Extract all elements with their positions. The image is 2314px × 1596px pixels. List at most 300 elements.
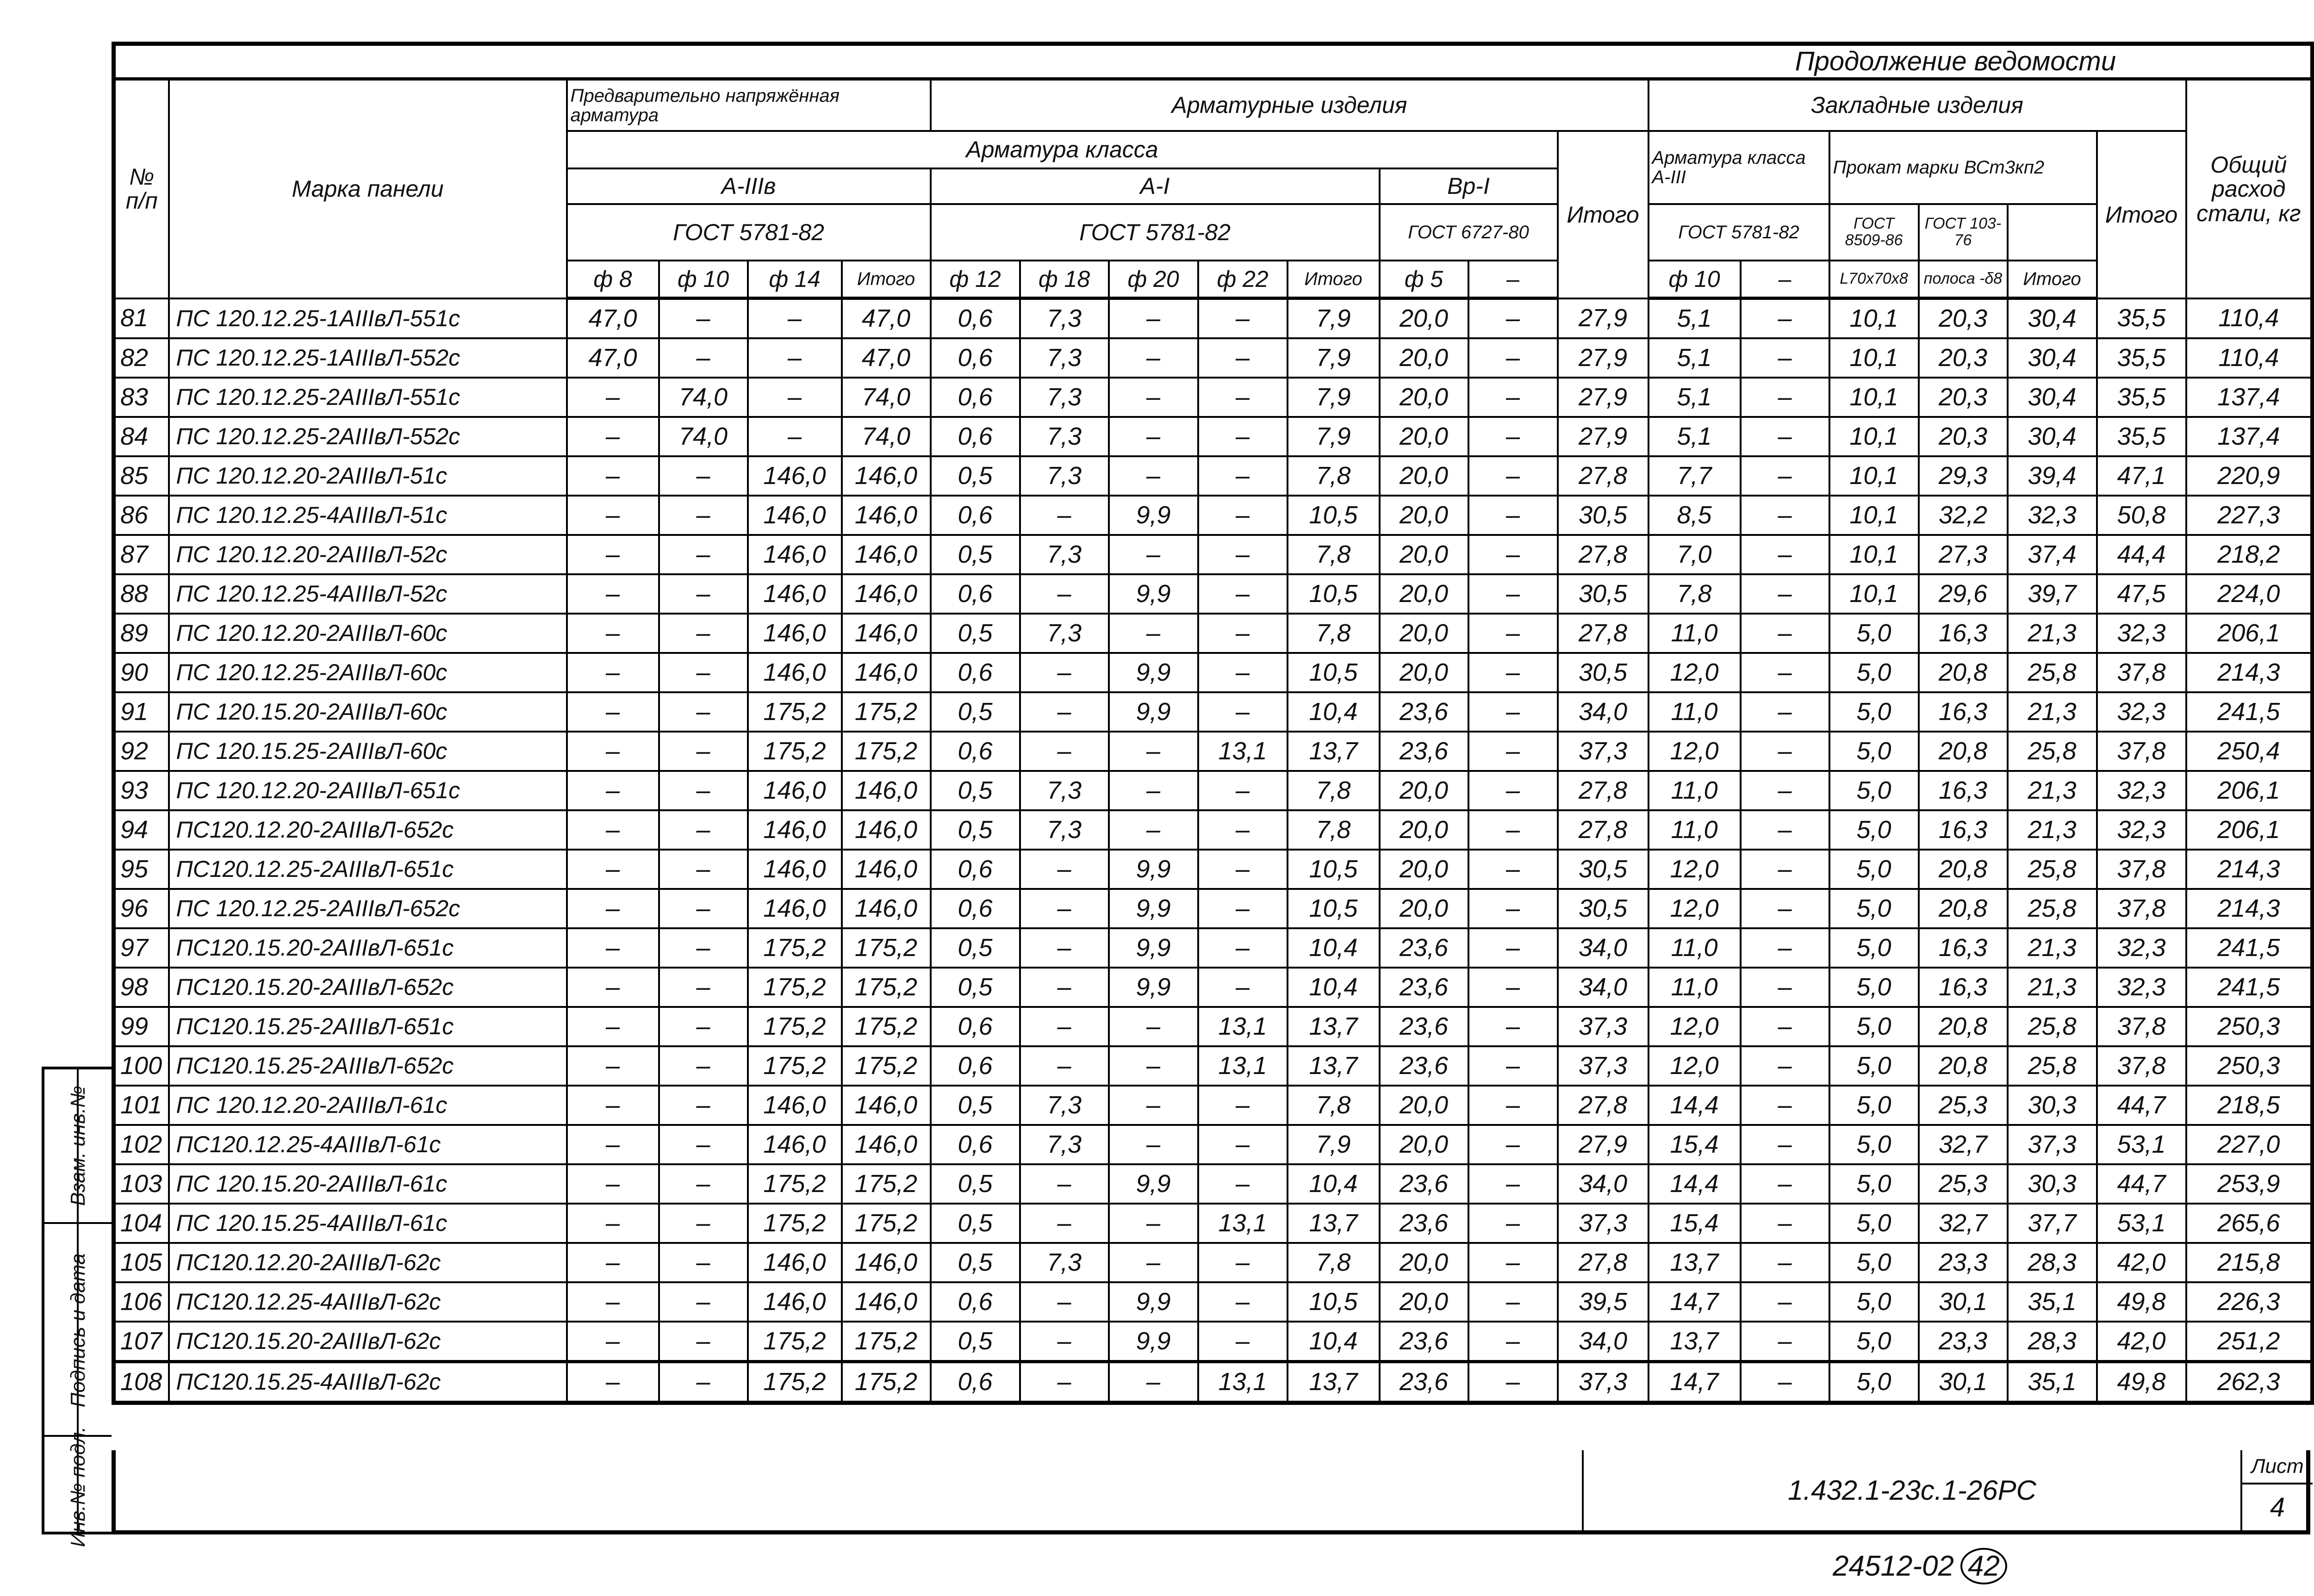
- value-cell: 13,7: [1648, 1243, 1741, 1282]
- value-cell: 220,9: [2186, 456, 2313, 496]
- panel-mark: ПС 120.12.25-4АIIIвЛ-52с: [169, 574, 567, 614]
- value-cell: 32,3: [2097, 928, 2186, 968]
- header-emb-rebar: Арматура класса А-III: [1648, 131, 1829, 204]
- value-cell: 7,3: [1020, 298, 1109, 339]
- value-cell: 34,0: [1558, 1322, 1648, 1362]
- value-cell: –: [567, 1282, 659, 1322]
- value-cell: –: [659, 968, 748, 1007]
- value-cell: 5,0: [1829, 1125, 1919, 1164]
- value-cell: 0,6: [931, 298, 1020, 339]
- row-number: 102: [114, 1125, 169, 1164]
- value-cell: –: [1109, 417, 1198, 456]
- header-gost-5781-c: ГОСТ 5781-82: [1648, 204, 1829, 261]
- subheader-cell: –: [1741, 261, 1829, 298]
- value-cell: 175,2: [842, 692, 931, 732]
- value-cell: –: [659, 574, 748, 614]
- value-cell: –: [567, 1046, 659, 1086]
- value-cell: 175,2: [748, 1204, 842, 1243]
- value-cell: 10,1: [1829, 574, 1919, 614]
- archive-circle-number: 42: [1960, 1548, 2007, 1584]
- value-cell: 49,8: [2097, 1282, 2186, 1322]
- value-cell: 14,4: [1648, 1164, 1741, 1204]
- value-cell: 5,1: [1648, 417, 1741, 456]
- value-cell: 5,0: [1829, 1204, 1919, 1243]
- value-cell: 13,1: [1198, 1204, 1288, 1243]
- value-cell: 20,8: [1919, 889, 2008, 928]
- value-cell: –: [1741, 692, 1829, 732]
- value-cell: 226,3: [2186, 1282, 2313, 1322]
- value-cell: 0,5: [931, 692, 1020, 732]
- value-cell: –: [567, 732, 659, 771]
- value-cell: 23,6: [1380, 968, 1468, 1007]
- value-cell: 262,3: [2186, 1362, 2313, 1403]
- panel-mark: ПС 120.12.20-2АIIIвЛ-60с: [169, 614, 567, 653]
- header-class-bp1: Вр-I: [1380, 168, 1558, 204]
- value-cell: 20,0: [1380, 1282, 1468, 1322]
- value-cell: 214,3: [2186, 850, 2313, 889]
- value-cell: 5,0: [1829, 850, 1919, 889]
- value-cell: –: [1198, 1282, 1288, 1322]
- value-cell: 30,5: [1558, 496, 1648, 535]
- value-cell: –: [1198, 338, 1288, 378]
- value-cell: 28,3: [2008, 1243, 2097, 1282]
- value-cell: –: [1741, 378, 1829, 417]
- value-cell: –: [659, 1322, 748, 1362]
- value-cell: 47,5: [2097, 574, 2186, 614]
- value-cell: 146,0: [842, 889, 931, 928]
- value-cell: 5,0: [1829, 1164, 1919, 1204]
- value-cell: 0,6: [931, 1282, 1020, 1322]
- value-cell: 7,3: [1020, 1243, 1109, 1282]
- value-cell: 175,2: [748, 1164, 842, 1204]
- value-cell: 42,0: [2097, 1322, 2186, 1362]
- value-cell: 5,0: [1829, 1086, 1919, 1125]
- value-cell: 32,3: [2008, 496, 2097, 535]
- value-cell: 30,5: [1558, 889, 1648, 928]
- value-cell: 0,6: [931, 496, 1020, 535]
- value-cell: –: [1109, 1362, 1198, 1403]
- panel-mark: ПС 120.12.25-2АIIIвЛ-60с: [169, 653, 567, 692]
- value-cell: 250,4: [2186, 732, 2313, 771]
- value-cell: 47,0: [842, 298, 931, 339]
- value-cell: –: [1198, 456, 1288, 496]
- value-cell: 9,9: [1109, 653, 1198, 692]
- value-cell: 146,0: [748, 456, 842, 496]
- value-cell: –: [567, 850, 659, 889]
- value-cell: –: [1468, 889, 1558, 928]
- value-cell: 12,0: [1648, 732, 1741, 771]
- value-cell: 146,0: [748, 1125, 842, 1164]
- value-cell: 0,5: [931, 1243, 1020, 1282]
- table-row: [114, 1125, 2313, 1164]
- value-cell: 10,5: [1288, 889, 1380, 928]
- value-cell: 25,8: [2008, 889, 2097, 928]
- table-row: [114, 771, 2313, 810]
- value-cell: 146,0: [748, 574, 842, 614]
- value-cell: 23,6: [1380, 1164, 1468, 1204]
- subheader-cell: полоса -δ8: [1919, 261, 2008, 298]
- value-cell: 20,3: [1919, 378, 2008, 417]
- value-cell: –: [1198, 417, 1288, 456]
- value-cell: 23,6: [1380, 1204, 1468, 1243]
- header-gost-6727: ГОСТ 6727-80: [1380, 204, 1558, 261]
- value-cell: –: [1198, 1086, 1288, 1125]
- value-cell: –: [1109, 614, 1198, 653]
- value-cell: 32,3: [2097, 771, 2186, 810]
- value-cell: 37,8: [2097, 1007, 2186, 1046]
- panel-mark: ПС 120.12.25-1АIIIвЛ-551с: [169, 298, 567, 339]
- document-code: 1.432.1-23с.1-26РС: [1787, 1475, 2036, 1506]
- panel-mark: ПС120.12.25-2АIIIвЛ-651с: [169, 850, 567, 889]
- value-cell: 0,6: [931, 1362, 1020, 1403]
- panel-mark: ПС120.15.20-2АIIIвЛ-652с: [169, 968, 567, 1007]
- value-cell: –: [1741, 417, 1829, 456]
- table-row: [114, 928, 2313, 968]
- value-cell: 37,8: [2097, 850, 2186, 889]
- value-cell: 10,5: [1288, 574, 1380, 614]
- archive-number: [1833, 1548, 2007, 1584]
- value-cell: 0,6: [931, 732, 1020, 771]
- value-cell: 0,5: [931, 456, 1020, 496]
- table-row: [114, 1322, 2313, 1362]
- value-cell: –: [1468, 338, 1558, 378]
- header-gost-103: ГОСТ 103-76: [1919, 204, 2008, 261]
- value-cell: –: [1468, 378, 1558, 417]
- value-cell: 30,1: [1919, 1282, 2008, 1322]
- value-cell: –: [1468, 810, 1558, 850]
- value-cell: –: [1020, 732, 1109, 771]
- value-cell: 5,0: [1829, 968, 1919, 1007]
- subheader-cell: Итого: [2008, 261, 2097, 298]
- header-emb-rolled: Прокат марки ВСт3кп2: [1829, 131, 2097, 204]
- value-cell: 20,8: [1919, 732, 2008, 771]
- value-cell: 20,0: [1380, 810, 1468, 850]
- value-cell: –: [1468, 771, 1558, 810]
- value-cell: –: [1741, 1164, 1829, 1204]
- value-cell: 241,5: [2186, 692, 2313, 732]
- value-cell: 9,9: [1109, 1322, 1198, 1362]
- value-cell: 146,0: [748, 889, 842, 928]
- value-cell: –: [659, 850, 748, 889]
- value-cell: 44,7: [2097, 1164, 2186, 1204]
- value-cell: 7,9: [1288, 378, 1380, 417]
- value-cell: –: [1468, 968, 1558, 1007]
- value-cell: 10,4: [1288, 1322, 1380, 1362]
- value-cell: 20,3: [1919, 338, 2008, 378]
- value-cell: 7,3: [1020, 456, 1109, 496]
- value-cell: 21,3: [2008, 771, 2097, 810]
- value-cell: –: [1109, 456, 1198, 496]
- value-cell: 37,3: [2008, 1125, 2097, 1164]
- value-cell: 10,1: [1829, 535, 1919, 574]
- panel-mark: ПС120.15.25-2АIIIвЛ-651с: [169, 1007, 567, 1046]
- value-cell: –: [1198, 850, 1288, 889]
- panel-mark: ПС120.15.25-2АIIIвЛ-652с: [169, 1046, 567, 1086]
- value-cell: 146,0: [842, 850, 931, 889]
- value-cell: –: [1198, 298, 1288, 339]
- value-cell: –: [748, 338, 842, 378]
- row-number: 107: [114, 1322, 169, 1362]
- value-cell: 175,2: [748, 732, 842, 771]
- value-cell: –: [1468, 1243, 1558, 1282]
- row-number: 94: [114, 810, 169, 850]
- value-cell: 0,6: [931, 653, 1020, 692]
- value-cell: 110,4: [2186, 338, 2313, 378]
- row-number: 83: [114, 378, 169, 417]
- panel-mark: ПС 120.15.25-2АIIIвЛ-60с: [169, 732, 567, 771]
- value-cell: 32,7: [1919, 1125, 2008, 1164]
- value-cell: –: [659, 771, 748, 810]
- value-cell: –: [1741, 574, 1829, 614]
- value-cell: 44,4: [2097, 535, 2186, 574]
- value-cell: 5,0: [1829, 1282, 1919, 1322]
- value-cell: –: [567, 968, 659, 1007]
- value-cell: –: [567, 614, 659, 653]
- value-cell: 74,0: [842, 417, 931, 456]
- value-cell: –: [567, 378, 659, 417]
- panel-mark: ПС120.15.20-2АIIIвЛ-62с: [169, 1322, 567, 1362]
- value-cell: 175,2: [842, 1046, 931, 1086]
- value-cell: 20,0: [1380, 574, 1468, 614]
- value-cell: –: [1741, 732, 1829, 771]
- value-cell: 37,3: [1558, 1046, 1648, 1086]
- value-cell: –: [1741, 1125, 1829, 1164]
- value-cell: 215,8: [2186, 1243, 2313, 1282]
- value-cell: 146,0: [748, 850, 842, 889]
- value-cell: –: [659, 1007, 748, 1046]
- header-total-steel: Общий расход стали, кг: [2186, 79, 2313, 298]
- value-cell: 29,3: [1919, 456, 2008, 496]
- title-block: [112, 1450, 2310, 1534]
- header-empty: [2008, 204, 2097, 261]
- value-cell: –: [1741, 535, 1829, 574]
- value-cell: 146,0: [842, 653, 931, 692]
- value-cell: 15,4: [1648, 1204, 1741, 1243]
- value-cell: –: [659, 810, 748, 850]
- value-cell: 146,0: [842, 1086, 931, 1125]
- value-cell: 30,4: [2008, 298, 2097, 339]
- value-cell: 146,0: [748, 1086, 842, 1125]
- value-cell: 7,3: [1020, 1125, 1109, 1164]
- stamp-signature-date: Подпись и дата: [66, 1253, 89, 1408]
- value-cell: –: [1741, 1086, 1829, 1125]
- value-cell: 35,1: [2008, 1362, 2097, 1403]
- value-cell: 20,0: [1380, 889, 1468, 928]
- table-row: [114, 1204, 2313, 1243]
- value-cell: –: [1198, 692, 1288, 732]
- value-cell: 10,4: [1288, 968, 1380, 1007]
- value-cell: 39,5: [1558, 1282, 1648, 1322]
- value-cell: 21,3: [2008, 810, 2097, 850]
- value-cell: 7,3: [1020, 1086, 1109, 1125]
- value-cell: –: [1468, 456, 1558, 496]
- value-cell: –: [659, 456, 748, 496]
- value-cell: 137,4: [2186, 417, 2313, 456]
- panel-mark: ПС 120.12.25-2АIIIвЛ-552с: [169, 417, 567, 456]
- value-cell: –: [748, 378, 842, 417]
- value-cell: 30,5: [1558, 850, 1648, 889]
- value-cell: 16,3: [1919, 810, 2008, 850]
- value-cell: 32,3: [2097, 614, 2186, 653]
- subheader-cell: ф 5: [1380, 261, 1468, 298]
- value-cell: 34,0: [1558, 1164, 1648, 1204]
- value-cell: –: [1020, 574, 1109, 614]
- value-cell: 146,0: [748, 614, 842, 653]
- value-cell: 146,0: [748, 496, 842, 535]
- value-cell: 13,7: [1288, 1204, 1380, 1243]
- value-cell: –: [567, 771, 659, 810]
- value-cell: 25,8: [2008, 653, 2097, 692]
- header-gost-5781-a: ГОСТ 5781-82: [567, 204, 931, 261]
- table-row: [114, 1282, 2313, 1322]
- value-cell: –: [659, 1046, 748, 1086]
- value-cell: –: [1198, 889, 1288, 928]
- value-cell: –: [1020, 968, 1109, 1007]
- value-cell: 20,3: [1919, 417, 2008, 456]
- value-cell: 175,2: [748, 1362, 842, 1403]
- value-cell: 0,6: [931, 574, 1020, 614]
- value-cell: –: [659, 535, 748, 574]
- value-cell: –: [659, 496, 748, 535]
- value-cell: –: [1741, 653, 1829, 692]
- value-cell: 37,3: [1558, 1007, 1648, 1046]
- value-cell: 175,2: [748, 1322, 842, 1362]
- table-row: [114, 1164, 2313, 1204]
- value-cell: 32,7: [1919, 1204, 2008, 1243]
- value-cell: 16,3: [1919, 614, 2008, 653]
- value-cell: 5,0: [1829, 889, 1919, 928]
- value-cell: 23,6: [1380, 928, 1468, 968]
- value-cell: 30,3: [2008, 1164, 2097, 1204]
- sheet-box: [2240, 1450, 2313, 1530]
- value-cell: –: [1020, 1204, 1109, 1243]
- value-cell: 0,5: [931, 535, 1020, 574]
- value-cell: 175,2: [842, 1204, 931, 1243]
- value-cell: 146,0: [842, 574, 931, 614]
- value-cell: –: [1020, 1164, 1109, 1204]
- value-cell: –: [748, 298, 842, 339]
- value-cell: 16,3: [1919, 692, 2008, 732]
- subheader-cell: Итого: [1288, 261, 1380, 298]
- value-cell: 20,0: [1380, 298, 1468, 339]
- row-number: 100: [114, 1046, 169, 1086]
- value-cell: 27,8: [1558, 771, 1648, 810]
- panel-mark: ПС 120.12.25-2АIIIвЛ-652с: [169, 889, 567, 928]
- value-cell: –: [1198, 1243, 1288, 1282]
- value-cell: 21,3: [2008, 928, 2097, 968]
- value-cell: –: [567, 810, 659, 850]
- value-cell: 25,8: [2008, 732, 2097, 771]
- value-cell: –: [567, 535, 659, 574]
- value-cell: 9,9: [1109, 850, 1198, 889]
- value-cell: 146,0: [748, 771, 842, 810]
- value-cell: 30,4: [2008, 338, 2097, 378]
- value-cell: 206,1: [2186, 771, 2313, 810]
- value-cell: –: [1468, 1086, 1558, 1125]
- value-cell: 37,3: [1558, 1362, 1648, 1403]
- value-cell: –: [567, 496, 659, 535]
- value-cell: –: [1020, 928, 1109, 968]
- value-cell: 13,1: [1198, 732, 1288, 771]
- table-row: [114, 378, 2313, 417]
- row-number: 95: [114, 850, 169, 889]
- value-cell: 47,0: [567, 338, 659, 378]
- value-cell: 5,0: [1829, 653, 1919, 692]
- value-cell: 206,1: [2186, 810, 2313, 850]
- value-cell: 37,8: [2097, 889, 2186, 928]
- value-cell: 20,3: [1919, 298, 2008, 339]
- value-cell: 23,6: [1380, 1362, 1468, 1403]
- row-number: 85: [114, 456, 169, 496]
- value-cell: –: [1741, 614, 1829, 653]
- value-cell: –: [659, 653, 748, 692]
- value-cell: –: [659, 338, 748, 378]
- value-cell: 39,4: [2008, 456, 2097, 496]
- value-cell: 175,2: [842, 928, 931, 968]
- value-cell: 0,5: [931, 1164, 1020, 1204]
- value-cell: –: [1468, 1282, 1558, 1322]
- value-cell: 10,5: [1288, 653, 1380, 692]
- value-cell: 5,1: [1648, 338, 1741, 378]
- value-cell: 146,0: [842, 1282, 931, 1322]
- value-cell: –: [1109, 535, 1198, 574]
- value-cell: –: [1468, 1007, 1558, 1046]
- value-cell: –: [659, 1362, 748, 1403]
- value-cell: 25,8: [2008, 850, 2097, 889]
- value-cell: 27,9: [1558, 1125, 1648, 1164]
- value-cell: 175,2: [842, 1322, 931, 1362]
- value-cell: 0,6: [931, 1125, 1020, 1164]
- subheader-cell: L70x70x8: [1829, 261, 1919, 298]
- value-cell: 20,0: [1380, 771, 1468, 810]
- value-cell: 20,0: [1380, 496, 1468, 535]
- value-cell: 9,9: [1109, 692, 1198, 732]
- value-cell: 27,8: [1558, 614, 1648, 653]
- value-cell: –: [1468, 732, 1558, 771]
- value-cell: 15,4: [1648, 1125, 1741, 1164]
- value-cell: –: [1741, 810, 1829, 850]
- value-cell: –: [1741, 889, 1829, 928]
- value-cell: –: [1741, 928, 1829, 968]
- value-cell: –: [1741, 1204, 1829, 1243]
- value-cell: –: [1198, 574, 1288, 614]
- value-cell: 35,5: [2097, 298, 2186, 339]
- value-cell: 10,4: [1288, 1164, 1380, 1204]
- value-cell: –: [1741, 298, 1829, 339]
- value-cell: –: [567, 889, 659, 928]
- value-cell: –: [1109, 732, 1198, 771]
- value-cell: 218,5: [2186, 1086, 2313, 1125]
- sheet-label: Лист: [2242, 1450, 2313, 1484]
- value-cell: 253,9: [2186, 1164, 2313, 1204]
- value-cell: –: [1468, 1046, 1558, 1086]
- value-cell: 27,8: [1558, 1243, 1648, 1282]
- value-cell: 20,8: [1919, 653, 2008, 692]
- value-cell: 146,0: [748, 1243, 842, 1282]
- row-number: 84: [114, 417, 169, 456]
- value-cell: –: [1020, 889, 1109, 928]
- value-cell: –: [1109, 1125, 1198, 1164]
- value-cell: 5,0: [1829, 1362, 1919, 1403]
- value-cell: –: [1741, 1007, 1829, 1046]
- value-cell: –: [1741, 496, 1829, 535]
- value-cell: 7,8: [1288, 614, 1380, 653]
- value-cell: 30,5: [1558, 653, 1648, 692]
- value-cell: –: [659, 732, 748, 771]
- value-cell: 146,0: [842, 456, 931, 496]
- row-number: 101: [114, 1086, 169, 1125]
- value-cell: 5,0: [1829, 771, 1919, 810]
